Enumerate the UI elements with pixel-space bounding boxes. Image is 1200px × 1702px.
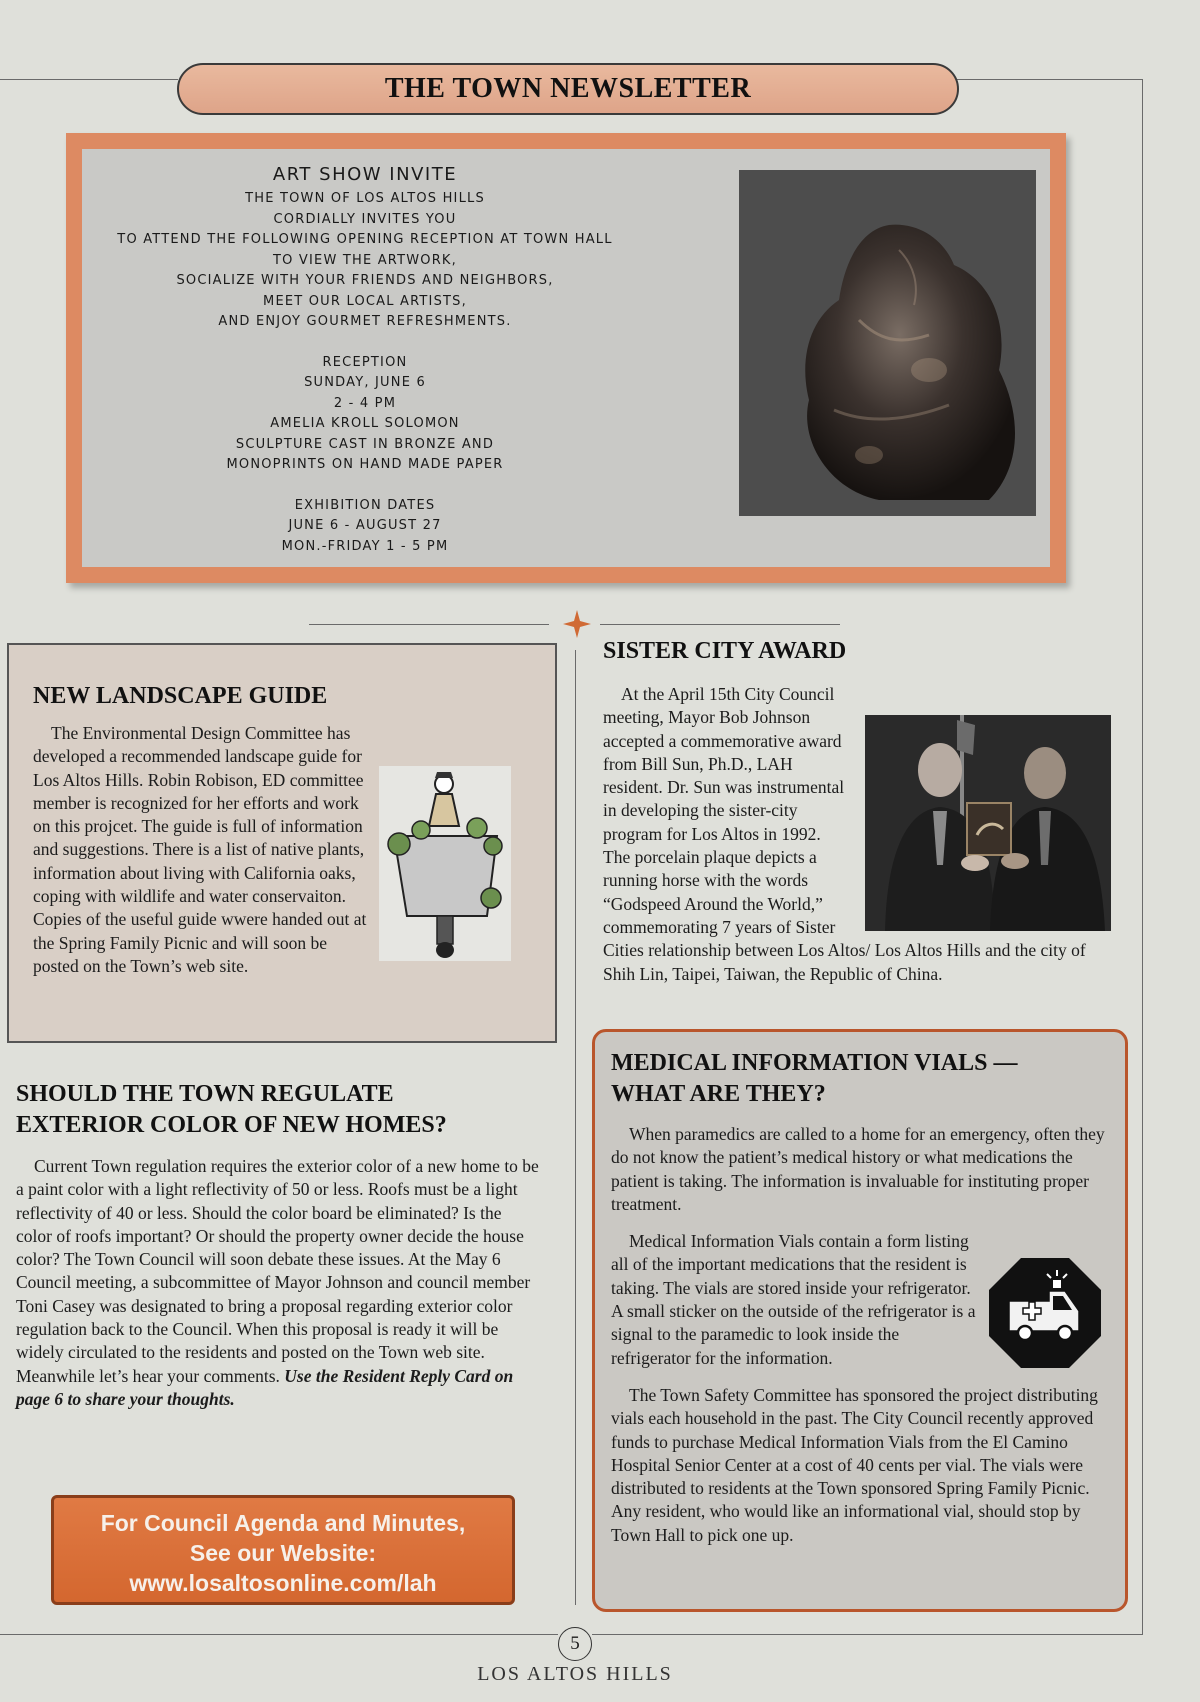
medical-para2-wrap — [611, 1230, 1111, 1370]
invite-line: THE TOWN OF LOS ALTOS HILLS — [245, 191, 485, 206]
divider-star-icon — [562, 609, 592, 639]
regulate-body — [16, 1155, 541, 1411]
medical-para: Medical Information Vials contain a form listing all of the important medications that the resident is taking. The vials are stored inside your refrigerator. A small sticker on the outside of the refrigerator is a signal to the paramedic to look inside the refrigerator for the information. — [611, 1231, 976, 1368]
reception-line: AMELIA KROLL SOLOMON — [270, 416, 460, 431]
reception-line: SUNDAY, JUNE 6 — [304, 375, 426, 390]
ambulance-icon — [987, 1256, 1103, 1370]
council-url-link[interactable]: www.losaltosonline.com/lah — [129, 1570, 437, 1596]
regulate-heading-line: SHOULD THE TOWN REGULATE — [16, 1081, 394, 1107]
reception-line: 2 - 4 PM — [333, 395, 397, 411]
invite-line: TO ATTEND THE FOLLOWING OPENING RECEPTION AT TOWN HALL — [117, 232, 613, 247]
exhibition-line: MON.-FRIDAY 1 - 5 PM — [281, 538, 449, 554]
council-website-box[interactable] — [51, 1495, 515, 1605]
page-number: 5 — [558, 1627, 592, 1661]
reception-line: SCULPTURE CAST IN BRONZE AND — [235, 436, 495, 452]
exhibition-line: JUNE 6 - AUGUST 27 — [288, 518, 442, 533]
divider-rule-left — [309, 624, 549, 625]
award-photo — [865, 715, 1111, 931]
landscape-guide-box — [7, 643, 557, 1043]
landscape-body-wrap — [33, 722, 511, 978]
reception-line: RECEPTION — [322, 354, 408, 370]
regulate-heading — [16, 1079, 541, 1141]
invite-line: SOCIALIZE WITH YOUR FRIENDS AND NEIGHBORS, — [176, 273, 554, 288]
frame-rule-right — [1142, 79, 1143, 1634]
exhibition-line: EXHIBITION DATES — [294, 497, 436, 513]
invite-line: TO VIEW THE ARTWORK, — [273, 252, 457, 268]
medical-heading — [611, 1048, 1111, 1110]
invite-line: MEET OUR LOCAL ARTISTS, — [263, 293, 467, 309]
masthead — [177, 63, 959, 115]
sister-city-body: At the April 15th City Council meeting, Mayor Bob Johnson accepted a commemorative award from Bill Sun, Ph.D., LAH resident. Dr. Sun was instrumental in developing the sister-city program for Los Altos in 1992. The porcelain plaque depicts a running horse with the words “Godspeed Around the World,” commemorating 7 years of Sister Cities relationship between Los Altos/ Los Altos Hills and the city of Shih Lin, Taipei, Taiwan, the Republic of China. — [603, 684, 1086, 984]
gardener-illustration — [379, 766, 511, 961]
sculpture-photo — [739, 170, 1036, 516]
regulate-cta: Use the Resident Reply Card on page 6 to share your thoughts. — [16, 1365, 514, 1409]
medical-para: When paramedics are called to a home for an emergency, often they do not know the patient’s medical history or what medications the patient is taking. The information is invaluable for instituting proper treatment. — [611, 1124, 1105, 1214]
landscape-body: The Environmental Design Committee has developed a recommended landscape guide for Los Altos Hills. Robin Robison, ED committee member is recognized for her efforts and work on this projcet. The guide is full of information and suggestions. There is a list of native plants, information about living with California oaks, coping with wildlife and water conservaiton. Copies of the useful guide wwere handed out at the Spring Family Picnic and will soon be posted on the Town’s web site. — [33, 723, 367, 976]
council-line: For Council Agenda and Minutes, — [100, 1510, 466, 1536]
frame-rule-bottom-right — [592, 1634, 1143, 1635]
regulate-heading-line: EXTERIOR COLOR OF NEW HOMES? — [16, 1112, 447, 1138]
sister-city-article — [603, 636, 1111, 986]
medical-heading-line: MEDICAL INFORMATION VIALS — — [611, 1050, 1018, 1076]
sister-city-heading: SISTER CITY AWARD — [603, 638, 847, 664]
footer-publication: LOS ALTOS HILLS — [477, 1663, 673, 1685]
invite-line: CORDIALLY INVITES YOU — [273, 211, 457, 227]
art-show-title: ART SHOW INVITE — [272, 164, 458, 185]
medical-para: The Town Safety Committee has sponsored the project distributing vials each household in the past. The City Council recently approved funds to purchase Medical Information Vials from the El Camino Hospital Senior Center at a cost of 40 cents per vial. The vials were distributed to residents at the Town sponsored Spring Family Picnic. Any resident, who would like an informational vial, should stop by Town Hall to pick one up. — [611, 1384, 1098, 1545]
column-divider — [575, 650, 576, 1605]
medical-heading-line: WHAT ARE THEY? — [611, 1081, 826, 1107]
council-line: See our Website: — [189, 1540, 377, 1566]
divider-rule-right — [600, 624, 840, 625]
art-show-text — [90, 163, 640, 557]
medical-content — [611, 1048, 1111, 1547]
sister-city-body-wrap — [603, 683, 1111, 986]
frame-rule-bottom-left — [0, 1634, 558, 1635]
regulate-article — [16, 1079, 541, 1411]
frame-rule-top-left — [0, 79, 178, 80]
frame-rule-top-right — [955, 79, 1143, 80]
art-show-panel — [66, 133, 1066, 583]
reception-line: MONOPRINTS ON HAND MADE PAPER — [226, 457, 504, 472]
landscape-heading: NEW LANDSCAPE GUIDE — [33, 683, 328, 709]
medical-vials-box — [592, 1029, 1128, 1612]
masthead-title: THE TOWN NEWSLETTER — [384, 73, 752, 104]
regulate-body-text: Current Town regulation requires the exterior color of a new home to be a paint color with a light reflectivity of 50 or less. Roofs must be a light reflectivity of 40 or less. Should the color board be eliminated? Is the color of roofs important? Or should the property owner decide the house color? The Town Council will soon debate these issues. At the May 6 Council meeting, a subcommittee of Mayor Johnson and council member Toni Casey was designated to bring a proposal regarding exterior color regulation back to the Council. When this proposal is ready it will be widely circulated to the residents and posted on the Town web site. Meanwhile let’s hear your comments. — [16, 1156, 539, 1386]
invite-line: AND ENJOY GOURMET REFRESHMENTS. — [218, 314, 512, 329]
